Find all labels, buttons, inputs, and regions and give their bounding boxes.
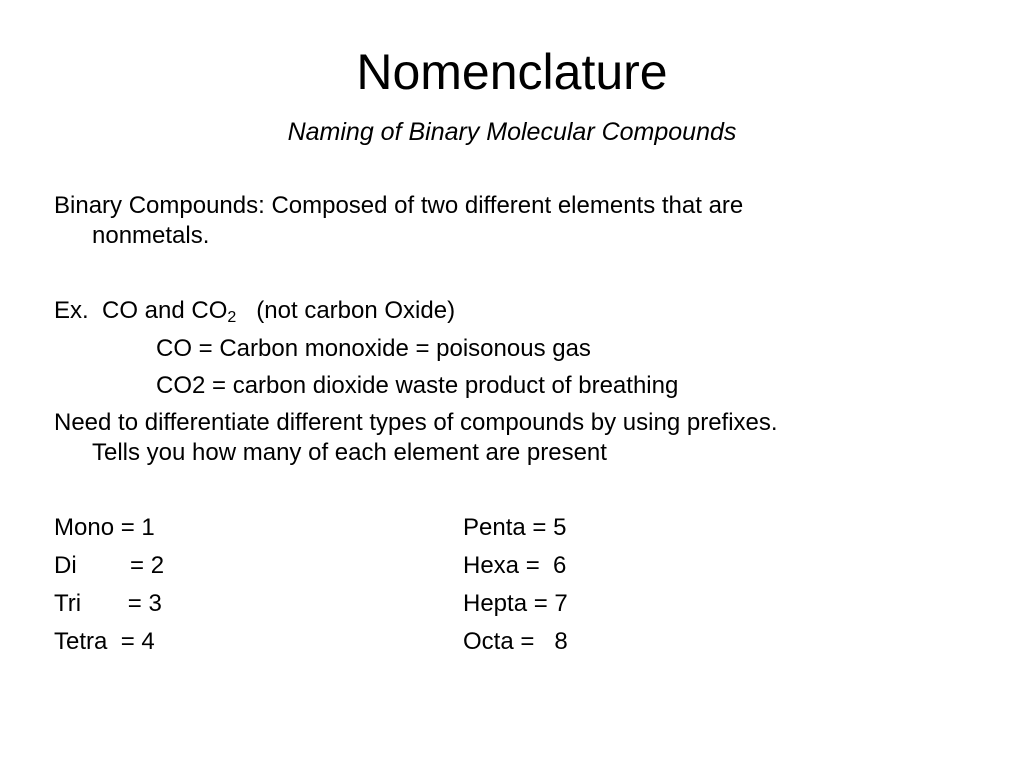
co-line: CO = Carbon monoxide = poisonous gas bbox=[156, 335, 591, 362]
prefix-item: Tri = 3 bbox=[54, 590, 162, 617]
definition-line-2: nonmetals. bbox=[92, 222, 210, 249]
co2-line: CO2 = carbon dioxide waste product of breathing bbox=[156, 372, 679, 399]
prefix-item: Di = 2 bbox=[54, 552, 165, 579]
prefix-item: Tetra = 4 bbox=[54, 628, 155, 655]
example-lead: Ex. CO and CO bbox=[54, 297, 228, 324]
need-paragraph bbox=[54, 408, 954, 468]
definition-paragraph bbox=[54, 191, 954, 251]
prefix-list-left bbox=[54, 509, 164, 661]
need-line-2: Tells you how many of each element are present bbox=[92, 439, 607, 466]
example-subscript: 2 bbox=[227, 309, 237, 326]
prefix-item: Octa = 8 bbox=[463, 628, 568, 655]
need-line-1: Need to differentiate different types of compounds by using prefixes. bbox=[54, 409, 778, 436]
prefix-item: Hexa = 6 bbox=[463, 552, 567, 579]
example-rest: (not carbon Oxide) bbox=[236, 297, 456, 324]
prefix-list-right bbox=[463, 509, 568, 661]
slide-title: Nomenclature bbox=[356, 44, 668, 100]
prefix-item: Penta = 5 bbox=[463, 514, 567, 541]
prefix-item: Mono = 1 bbox=[54, 514, 155, 541]
example-line bbox=[54, 296, 455, 326]
slide-subtitle: Naming of Binary Molecular Compounds bbox=[287, 118, 737, 146]
definition-line-1: Binary Compounds: Composed of two different elements that are bbox=[54, 192, 744, 219]
prefix-item: Hepta = 7 bbox=[463, 590, 568, 617]
